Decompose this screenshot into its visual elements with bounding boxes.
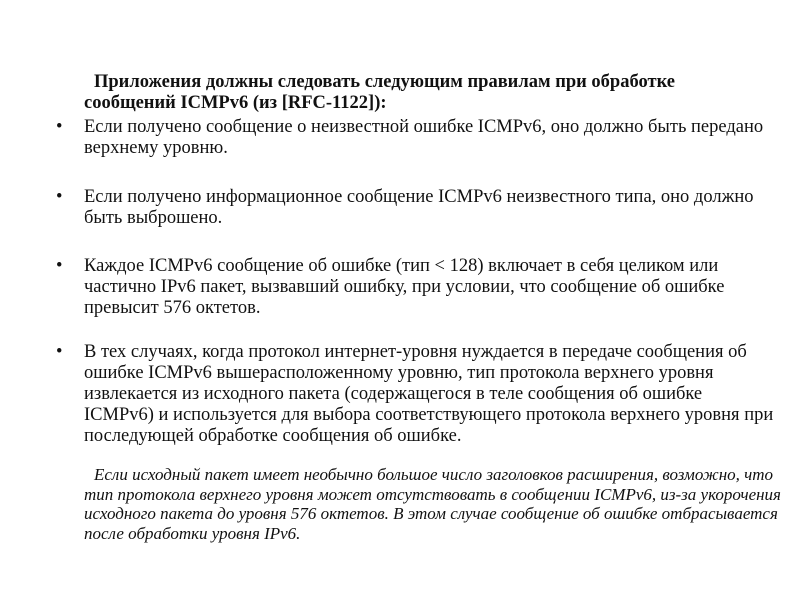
slide-heading: Приложения должны следовать следующим правилам при обработке сообщений ICMPv6 (из [RFC-1122]): bbox=[84, 72, 675, 113]
bullet-icon: • bbox=[56, 256, 63, 276]
bullet-item bbox=[56, 256, 776, 319]
bullet-text: В тех случаях, когда протокол интернет-уровня нуждается в передаче сообщения об ошибке ICMPv6 вышерасположенному уровню, тип протокола верхнего уровня извлекается из исходного пакета (содержащегося в теле сообщения об ошибке ICMPv6) и используется для выбора соответствующего протокола верхнего уровня при последующей обработке сообщения об ошибке. bbox=[84, 342, 774, 446]
bullet-item bbox=[56, 187, 776, 229]
bullet-text: Если получено информационное сообщение ICMPv6 неизвестного типа, оно должно быть выброшено. bbox=[84, 187, 754, 228]
bullet-text: Если получено сообщение о неизвестной ошибке ICMPv6, оно должно быть передано верхнему уровню. bbox=[84, 117, 764, 158]
bullet-icon: • bbox=[56, 117, 63, 137]
bullet-item bbox=[56, 342, 776, 447]
italic-note: Если исходный пакет имеет необычно большое число заголовков расширения, возможно, что тип протокола верхнего уровня может отсутствовать в сообщении ICMPv6, из-за укорочения исходного пакета до уровня 576 октетов. В этом случае сообщение об ошибке отбрасывается после обработки уровня IPv6. bbox=[84, 465, 781, 543]
bullet-icon: • bbox=[56, 187, 63, 207]
bullet-icon: • bbox=[56, 342, 63, 362]
bullet-text: Каждое ICMPv6 сообщение об ошибке (тип < 128) включает в себя целиком или частично IPv6 пакет, вызвавший ошибку, при условии, что сообщение об ошибке превысит 576 октетов. bbox=[84, 256, 725, 318]
bullet-item bbox=[56, 117, 776, 159]
